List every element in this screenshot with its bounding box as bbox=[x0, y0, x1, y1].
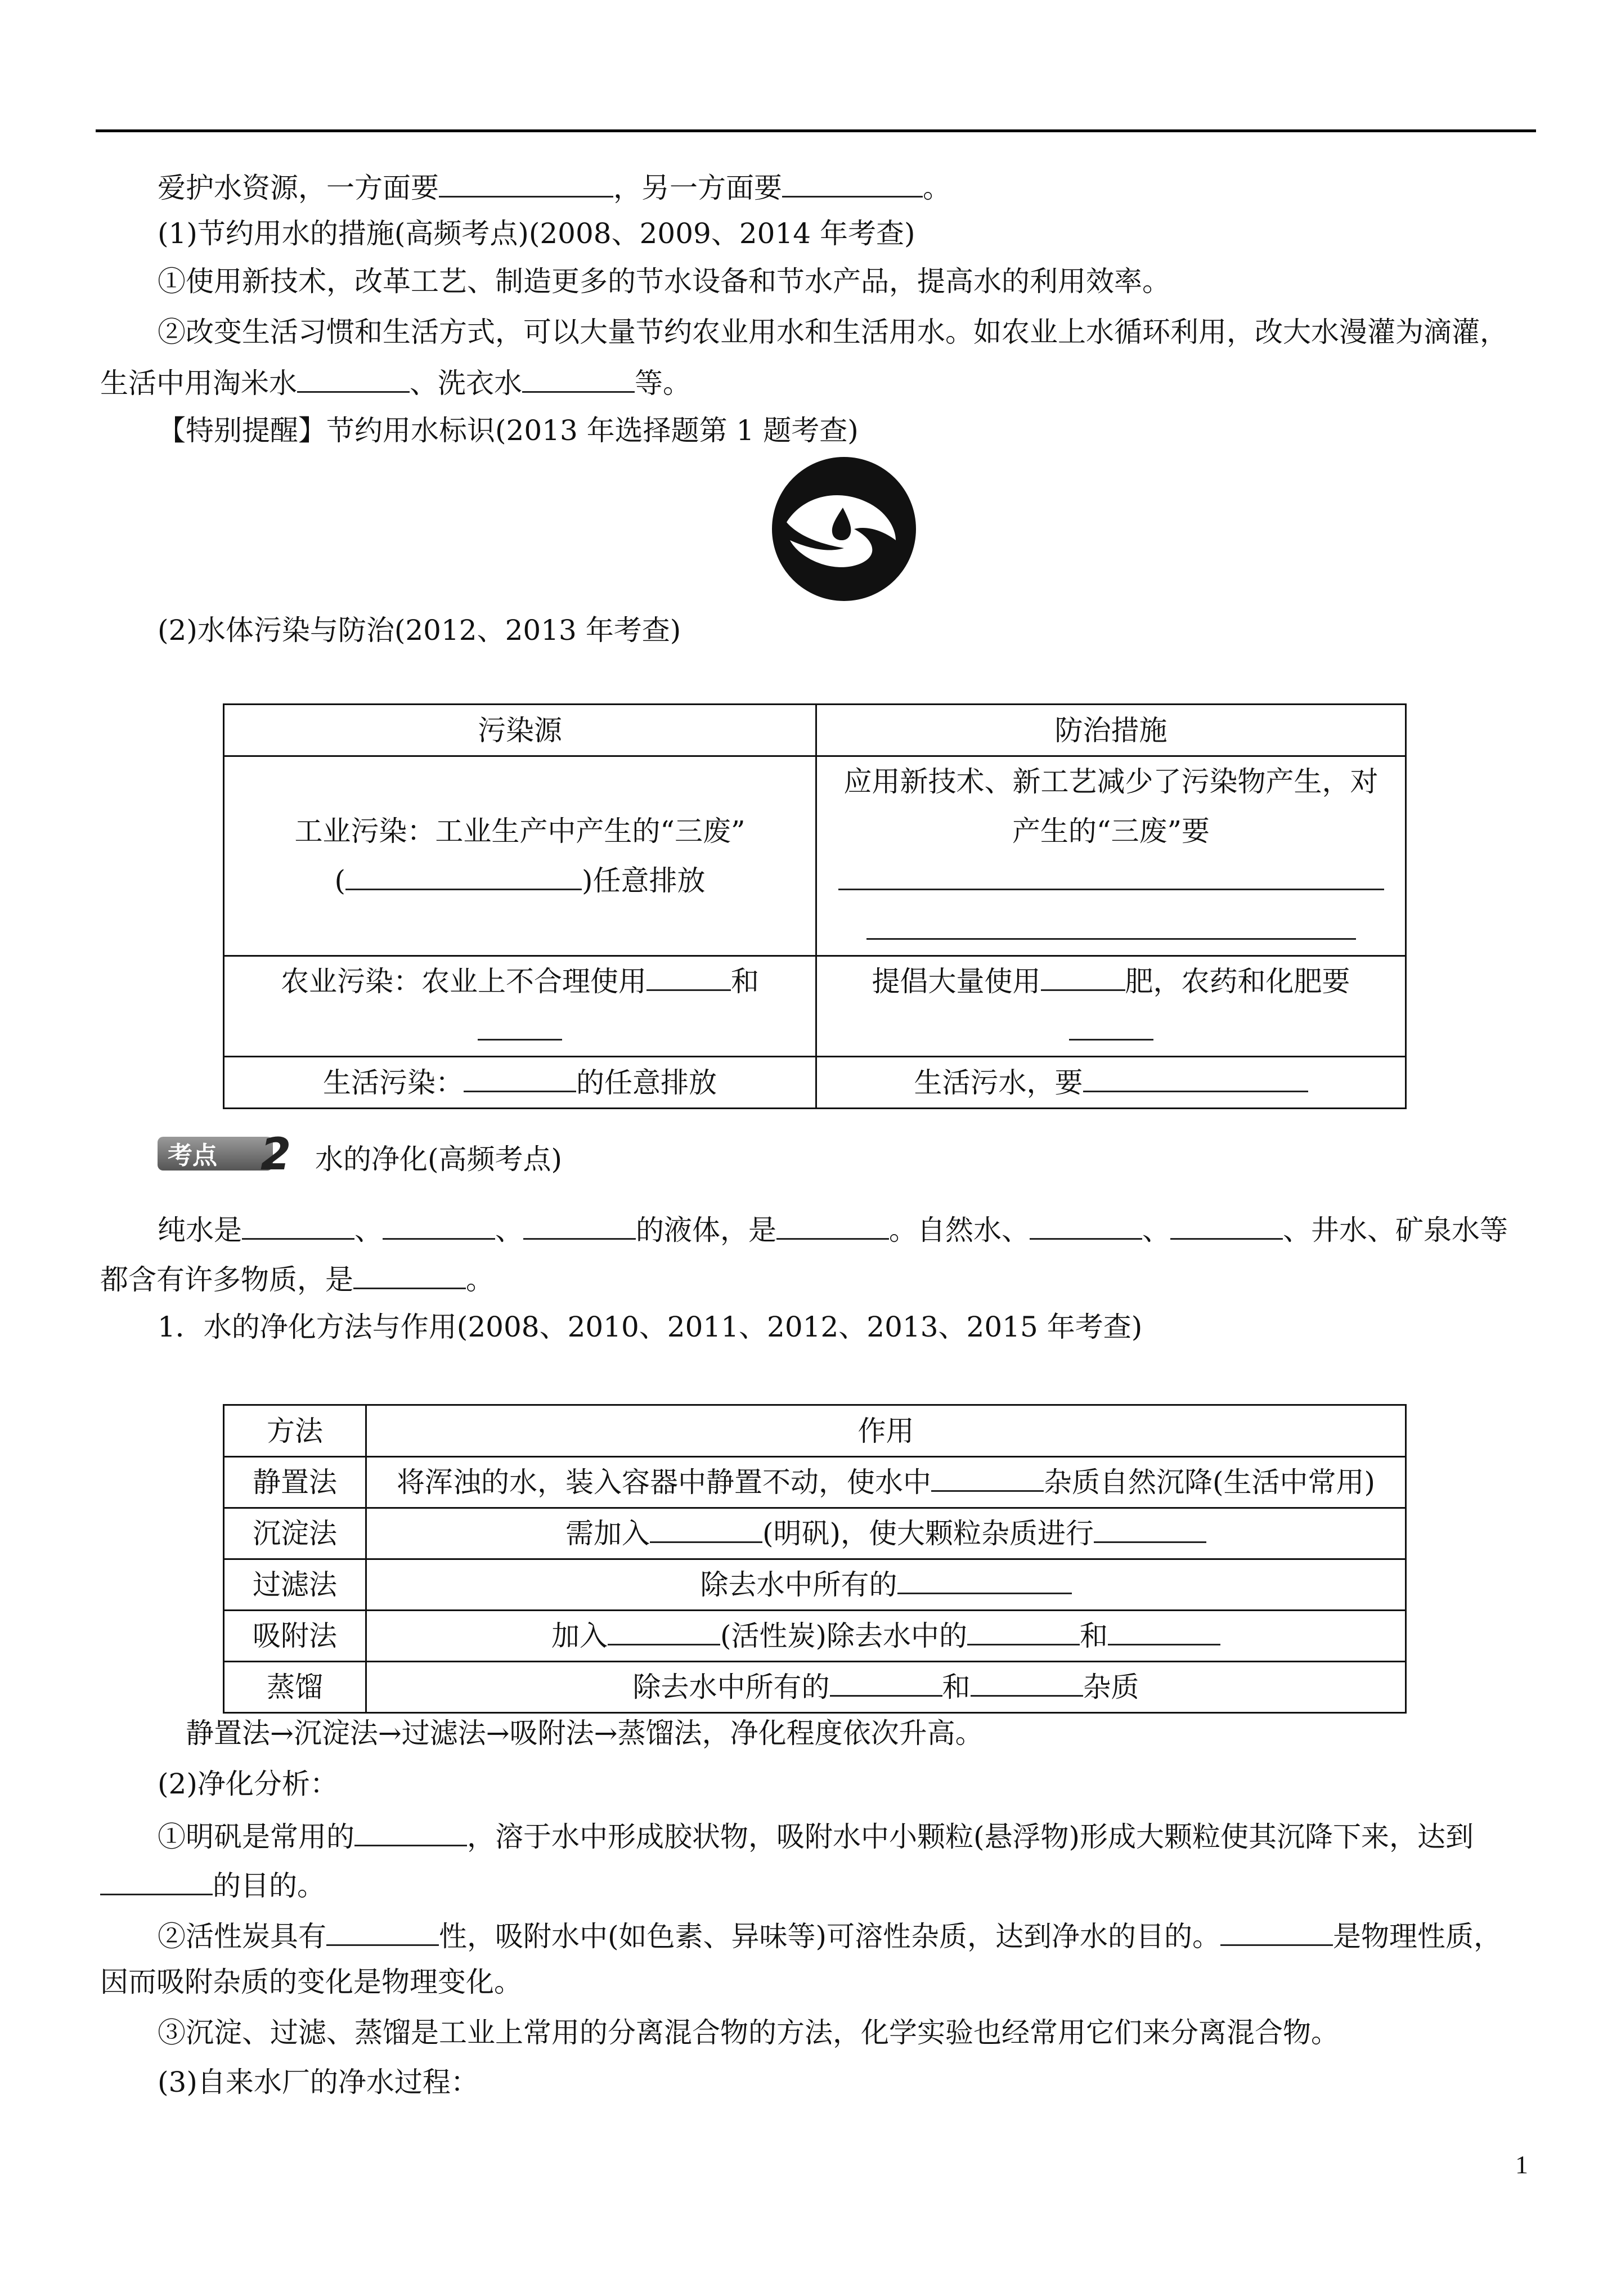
cell-text: 杂质自然沉降(生活中常用) bbox=[1043, 1466, 1375, 1499]
text: 。自然水、 bbox=[889, 1214, 1030, 1246]
fill-blank[interactable] bbox=[1094, 1513, 1206, 1543]
paragraph: ③沉淀、过滤、蒸馏是工业上常用的分离混合物的方法，化学实验也经常用它们来分离混合物。 bbox=[158, 2016, 1339, 2049]
table-cell bbox=[224, 756, 816, 956]
fill-blank[interactable] bbox=[345, 860, 582, 890]
fill-blank[interactable] bbox=[782, 168, 923, 198]
header-rule bbox=[96, 129, 1536, 132]
water-saving-logo bbox=[771, 456, 917, 602]
table-row bbox=[224, 756, 1406, 956]
table-row bbox=[224, 1457, 1406, 1508]
table-cell bbox=[366, 1559, 1406, 1611]
fill-blank[interactable] bbox=[838, 860, 1384, 890]
cell-text: 加入 bbox=[551, 1620, 608, 1652]
intro-line bbox=[158, 168, 951, 205]
table-cell: 静置法 bbox=[224, 1457, 366, 1508]
text: ，溶于水中形成胶状物，吸附水中小颗粒(悬浮物)形成大颗粒使其沉降下来，达到 bbox=[467, 1820, 1474, 1853]
text: 、 bbox=[354, 1214, 383, 1246]
badge-number: 2 bbox=[261, 1131, 291, 1176]
reminder: 【特别提醒】节约用水标识(2013 年选择题第 1 题考查) bbox=[158, 414, 859, 447]
table-cell bbox=[816, 956, 1406, 1057]
cell-text: 提倡大量使用 bbox=[872, 965, 1041, 998]
table-row bbox=[224, 956, 1406, 1057]
intro-text: 。 bbox=[923, 172, 951, 204]
text: 等。 bbox=[635, 367, 691, 400]
cell-text: 除去水中所有的 bbox=[632, 1671, 830, 1703]
cell-text: 和 bbox=[942, 1671, 971, 1703]
text: 的目的。 bbox=[213, 1869, 325, 1902]
fill-blank[interactable] bbox=[100, 1866, 213, 1895]
cell-text: (活性炭)除去水中的 bbox=[720, 1620, 967, 1652]
table-cell bbox=[816, 1057, 1406, 1109]
cell-text: 除去水中所有的 bbox=[700, 1568, 897, 1601]
fill-blank[interactable] bbox=[242, 1210, 354, 1240]
section-heading: 1．水的净化方法与作用(2008、2010、2011、2012、2013、2015 年考查) bbox=[158, 1311, 1143, 1343]
fill-blank[interactable] bbox=[326, 1916, 439, 1946]
fill-blank[interactable] bbox=[646, 961, 731, 991]
table-header: 作用 bbox=[366, 1405, 1406, 1457]
fill-blank[interactable] bbox=[830, 1667, 942, 1697]
table-cell: 沉淀法 bbox=[224, 1508, 366, 1559]
fill-blank[interactable] bbox=[1220, 1916, 1333, 1946]
cell-text: 和 bbox=[731, 965, 759, 998]
fill-blank[interactable] bbox=[353, 1259, 466, 1289]
table-row bbox=[224, 1611, 1406, 1662]
paragraph bbox=[158, 1916, 1502, 1953]
cell-text: 的任意排放 bbox=[576, 1066, 717, 1099]
cell-text: 肥，农药和化肥要 bbox=[1125, 965, 1350, 998]
cell-text: 杂质 bbox=[1083, 1671, 1139, 1703]
text: 性，吸附水中(如色素、异味等)可溶性杂质，达到净水的目的。 bbox=[439, 1920, 1221, 1953]
intro-text: 爱护水资源，一方面要 bbox=[158, 172, 439, 204]
fill-blank[interactable] bbox=[1170, 1210, 1283, 1240]
fill-blank[interactable] bbox=[297, 363, 410, 393]
pollution-table bbox=[223, 703, 1407, 1109]
paragraph: 因而吸附杂质的变化是物理变化。 bbox=[100, 1966, 522, 1998]
cell-text: 产生的“三废”要 bbox=[1012, 815, 1210, 847]
cell-text: 需加入 bbox=[565, 1517, 650, 1550]
table-row bbox=[224, 1662, 1406, 1713]
fill-blank[interactable] bbox=[354, 1817, 467, 1846]
purification-table bbox=[223, 1404, 1407, 1714]
table-cell: 吸附法 bbox=[224, 1611, 366, 1662]
table-cell bbox=[366, 1662, 1406, 1713]
text: 是物理性质， bbox=[1333, 1920, 1502, 1953]
cell-text: 工业污染：工业生产中产生的“三废” bbox=[294, 815, 746, 847]
section-heading: (1)节约用水的措施(高频考点)(2008、2009、2014 年考查) bbox=[158, 217, 915, 250]
fill-blank[interactable] bbox=[971, 1667, 1083, 1697]
badge-text: 考点 bbox=[168, 1141, 217, 1170]
table-cell bbox=[224, 1057, 816, 1109]
fill-blank[interactable] bbox=[439, 168, 613, 198]
paragraph: 静置法→沉淀法→过滤法→吸附法→蒸馏法，净化程度依次升高。 bbox=[186, 1717, 984, 1750]
fill-blank[interactable] bbox=[464, 1062, 576, 1092]
table-header: 防治措施 bbox=[816, 705, 1406, 756]
section-heading: (2)净化分析： bbox=[158, 1768, 338, 1800]
table-cell bbox=[366, 1611, 1406, 1662]
text: ②活性炭具有 bbox=[158, 1920, 326, 1953]
section-heading: (2)水体污染与防治(2012、2013 年考查) bbox=[158, 614, 681, 647]
paragraph bbox=[100, 1259, 494, 1297]
table-header: 污染源 bbox=[224, 705, 816, 756]
fill-blank[interactable] bbox=[1069, 1011, 1153, 1041]
text: 生活中用淘米水 bbox=[100, 367, 297, 400]
fill-blank[interactable] bbox=[1030, 1210, 1142, 1240]
cell-text: 和 bbox=[1080, 1620, 1108, 1652]
section-heading: (3)自来水厂的净水过程： bbox=[158, 2066, 479, 2098]
cell-text: 生活污染： bbox=[323, 1066, 464, 1099]
text: 、 bbox=[1142, 1214, 1170, 1246]
table-cell bbox=[224, 956, 816, 1057]
fill-blank[interactable] bbox=[383, 1210, 495, 1240]
fill-blank[interactable] bbox=[608, 1616, 720, 1645]
cell-text: 将浑浊的水，装入容器中静置不动，使水中 bbox=[396, 1466, 931, 1499]
fill-blank[interactable] bbox=[967, 1616, 1080, 1645]
table-cell: 蒸馏 bbox=[224, 1662, 366, 1713]
fill-blank[interactable] bbox=[1108, 1616, 1220, 1645]
paragraph bbox=[158, 1817, 1474, 1854]
exam-point-badge bbox=[156, 1131, 300, 1176]
table-cell: 过滤法 bbox=[224, 1559, 366, 1611]
paragraph bbox=[158, 1210, 1508, 1247]
text: 纯水是 bbox=[158, 1214, 242, 1246]
text: 、洗衣水 bbox=[410, 367, 522, 400]
fill-blank[interactable] bbox=[1083, 1062, 1308, 1092]
text: 。 bbox=[466, 1263, 494, 1296]
cell-text: (明矾)，使大颗粒杂质进行 bbox=[762, 1517, 1094, 1550]
fill-blank[interactable] bbox=[1041, 961, 1125, 991]
fill-blank[interactable] bbox=[866, 910, 1356, 940]
fill-blank[interactable] bbox=[897, 1564, 1072, 1594]
table-cell bbox=[366, 1508, 1406, 1559]
cell-text: 农业污染：农业上不合理使用 bbox=[281, 965, 646, 998]
paragraph bbox=[100, 1866, 325, 1903]
table-row bbox=[224, 1057, 1406, 1109]
cell-text: 应用新技术、新工艺减少了污染物产生，对 bbox=[843, 765, 1378, 798]
table-row bbox=[224, 1559, 1406, 1611]
paragraph: ②改变生活习惯和生活方式，可以大量节约农业用水和生活用水。如农业上水循环利用，改大水漫灌为滴灌， bbox=[158, 316, 1508, 348]
text: 都含有许多物质，是 bbox=[100, 1263, 353, 1296]
cell-text: ( bbox=[334, 864, 345, 897]
text: 、井水、矿泉水等 bbox=[1283, 1214, 1508, 1246]
table-cell bbox=[366, 1457, 1406, 1508]
page-number: 1 bbox=[1515, 2150, 1528, 2179]
table-header: 方法 bbox=[224, 1405, 366, 1457]
text: ①明矾是常用的 bbox=[158, 1820, 354, 1853]
fill-blank[interactable] bbox=[523, 1210, 636, 1240]
text: 的液体，是 bbox=[636, 1214, 776, 1246]
paragraph: ①使用新技术，改革工艺、制造更多的节水设备和节水产品，提高水的利用效率。 bbox=[158, 265, 1170, 298]
section-title: 水的净化(高频考点) bbox=[315, 1143, 563, 1176]
fill-blank[interactable] bbox=[478, 1011, 562, 1041]
fill-blank[interactable] bbox=[650, 1513, 762, 1543]
table-cell bbox=[816, 756, 1406, 956]
fill-blank[interactable] bbox=[931, 1462, 1044, 1492]
fill-blank[interactable] bbox=[522, 363, 635, 393]
fill-blank[interactable] bbox=[776, 1210, 889, 1240]
cell-text: 生活污水，要 bbox=[914, 1066, 1083, 1099]
paragraph bbox=[100, 363, 691, 400]
text: 、 bbox=[495, 1214, 523, 1246]
intro-text: ，另一方面要 bbox=[613, 172, 782, 204]
table-row bbox=[224, 1508, 1406, 1559]
cell-text: )任意排放 bbox=[582, 864, 706, 897]
